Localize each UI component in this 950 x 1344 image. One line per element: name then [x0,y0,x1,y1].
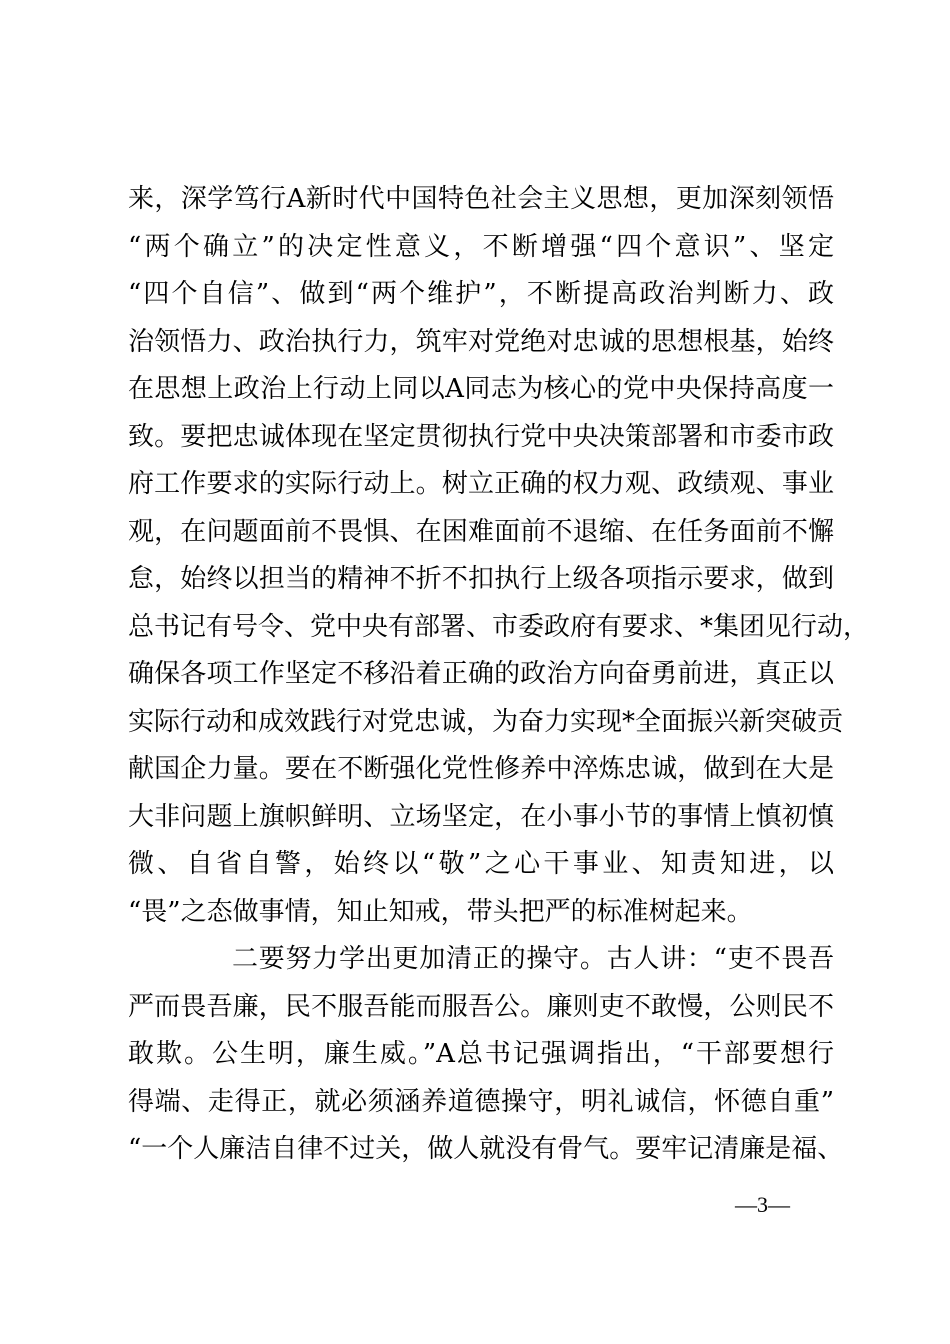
text-line: 确保各项工作坚定不移沿着正确的政治方向奋勇前进，真正以 [128,659,834,689]
text-line: 敢欺。公生明，廉生威。”A总书记强调指出，“干部要想行 [128,1039,834,1069]
text-line: 得端、走得正，就必须涵养道德操守，明礼诚信，怀德自重” [128,1086,834,1117]
text-line: 大非问题上旗帜鲜明、立场坚定，在小事小节的事情上慎初慎 [128,801,834,832]
text-line: 总书记有号令、党中央有部署、市委政府有要求、*集团见行动， [128,611,870,642]
page-number: —3— [735,1192,790,1217]
text-line: 在思想上政治上行动上同以A同志为核心的党中央保持高度一 [128,374,834,404]
text-line: 府工作要求的实际行动上。树立正确的权力观、政绩观、事业 [128,469,834,499]
text-line: “一个人廉洁自律不过关，做人就没有骨气。要牢记清廉是福、 [128,1134,844,1164]
paragraph-start-line: 二要努力学出更加清正的操守。古人讲：“吏不畏吾 [232,944,834,974]
text-line: 严而畏吾廉，民不服吾能而服吾公。廉则吏不敢慢，公则民不 [128,991,834,1022]
paragraph-end-line: “畏”之态做事情，知止知戒，带头把严的标准树起来。 [128,896,753,927]
text-line: 献国企力量。要在不断强化党性修养中淬炼忠诚，做到在大是 [128,754,834,784]
text-line: 治领悟力、政治执行力，筑牢对党绝对忠诚的思想根基，始终 [128,326,834,357]
body-text [128,176,870,1174]
text-line: “四个自信”、做到“两个维护”，不断提高政治判断力、政 [128,279,834,309]
text-line: 观，在问题面前不畏惧、在困难面前不退缩、在任务面前不懈 [128,516,834,547]
text-line: 微、自省自警，始终以“敬”之心干事业、知责知进，以 [128,849,834,879]
text-line: 来，深学笃行A新时代中国特色社会主义思想，更加深刻领悟 [128,184,834,214]
text-line: 怠，始终以担当的精神不折不扣执行上级各项指示要求，做到 [128,564,834,594]
text-line: 实际行动和成效践行对党忠诚，为奋力实现*全面振兴新突破贡 [128,706,844,737]
text-line: “两个确立”的决定性意义，不断增强“四个意识”、坚定 [128,231,834,262]
text-line: 致。要把忠诚体现在坚定贯彻执行党中央决策部署和市委市政 [128,421,834,452]
